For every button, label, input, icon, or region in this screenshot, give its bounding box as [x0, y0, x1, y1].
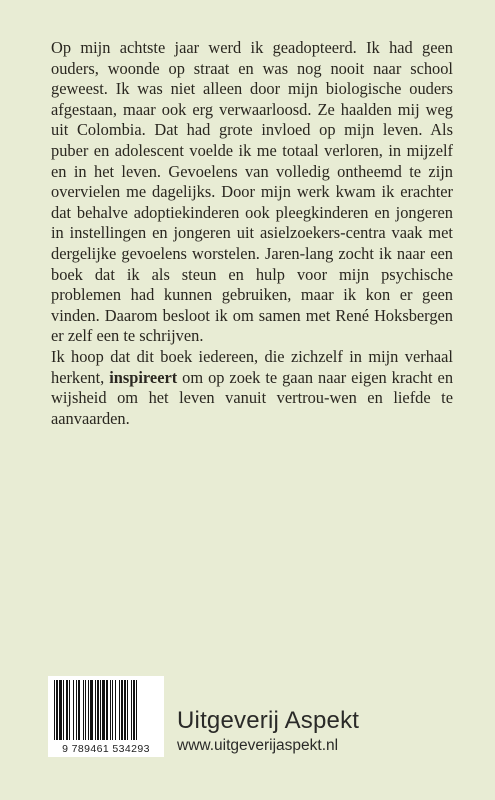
blurb-paragraph-2-start: Ik hoop dat dit boek iedereen, die zichzelf in mijn verhaal herkent,: [51, 346, 453, 387]
publisher-name: Uitgeverij Aspekt: [177, 707, 360, 734]
barcode-bar: [127, 680, 128, 740]
isbn-barcode: [48, 676, 164, 757]
barcode-bar: [136, 680, 137, 740]
publisher-website[interactable]: www.uitgeverijaspekt.nl: [177, 737, 339, 754]
barcode-bar: [121, 680, 123, 740]
barcode-bar: [115, 680, 116, 740]
blurb-paragraph-1: Op mijn achtste jaar werd ik geadopteerd. Ik had geen ouders, woonde op straat en was nog nooit naar school geweest. Ik was niet alleen door mijn biologische ouders afgestaan, maar ook erg verwaarloosd. Ze haalden mij weg uit Colombia. Dat had grote invloed op mijn leven. Als puber en adolescent voelde ik me totaal verloren, in mijzelf en in het leven. Gevoelens van volledig ontheemd te zijn overvielen me dagelijks. Door mijn werk kwam ik erachter dat behalve adoptiekinderen ook pleegkinderen en jongeren in instellingen en jongeren uit asielzoekers-centra vaak met dergelijke gevoelens worstelen. Jaren-lang zocht ik naar een boek dat ik als steun en hulp voor mijn psychische problemen had kunnen gebruiken, maar ik kon er geen vinden. Daarom besloot ik om samen met René Hoksbergen er zelf een te schrijven.: [51, 38, 453, 346]
barcode-bar: [76, 680, 77, 740]
barcode-bar: [112, 680, 113, 740]
barcode-bar: [131, 680, 132, 740]
barcode-bar: [133, 680, 135, 740]
barcode-bar: [124, 680, 126, 740]
barcode-bar: [95, 680, 96, 740]
blurb-emphasis-word: inspireert: [109, 367, 178, 387]
barcode-bar: [100, 680, 101, 740]
barcode-bar: [106, 680, 108, 740]
barcode-bar: [110, 680, 111, 740]
blurb-paragraph-2-end: om op zoek te gaan naar eigen kracht en wijsheid om het leven vanuit vertrou-wen en liefde te aanvaarden.: [51, 367, 454, 428]
back-cover-blurb: [51, 38, 453, 429]
barcode-bar: [97, 680, 99, 740]
barcode-bar: [88, 680, 89, 740]
barcode-bar: [63, 680, 64, 740]
barcode-bar: [54, 680, 55, 740]
barcode-bar: [78, 680, 80, 740]
barcode-bar: [73, 680, 74, 740]
barcode-bar: [69, 680, 70, 740]
barcode-bar: [102, 680, 105, 740]
barcode-bar: [66, 680, 68, 740]
barcode-bar: [83, 680, 84, 740]
barcode-bar: [85, 680, 86, 740]
barcode-bar: [59, 680, 62, 740]
barcode-bars: [52, 680, 160, 740]
barcode-bar: [90, 680, 93, 740]
isbn-number: 9 789461 534293: [62, 743, 150, 755]
blurb-paragraph-2: [51, 347, 453, 429]
barcode-bar: [56, 680, 58, 740]
barcode-bar: [119, 680, 120, 740]
